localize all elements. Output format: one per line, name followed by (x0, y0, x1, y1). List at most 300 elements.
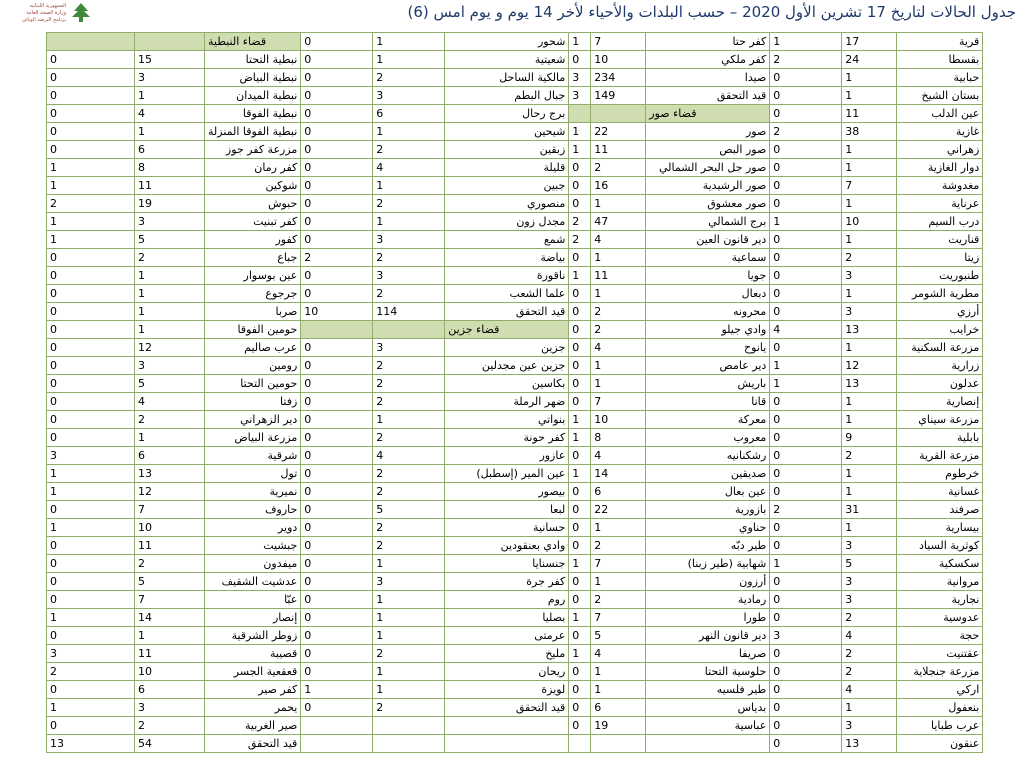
locality-name-cell: كفر ملكي (646, 51, 770, 69)
locality-name-cell: بيصور (445, 483, 569, 501)
new-cases-cell: 0 (770, 231, 842, 249)
new-cases-cell: 0 (301, 123, 373, 141)
total-cases-cell: 3 (373, 87, 445, 105)
total-cases-cell: 14 (135, 609, 205, 627)
locality-name-cell: عازور (445, 447, 569, 465)
new-cases-cell: 2 (569, 213, 591, 231)
locality-name-cell: عدشيت الشقيف (205, 573, 301, 591)
table-row (47, 573, 983, 591)
new-cases-cell: 0 (47, 681, 135, 699)
locality-name-cell: قيد التحقق (445, 699, 569, 717)
locality-name-cell: دير الزهراني (205, 411, 301, 429)
table-row (47, 411, 983, 429)
locality-name-cell: عقتنيت (897, 645, 983, 663)
locality-name-cell: حومين التحتا (205, 375, 301, 393)
new-cases-cell: 1 (770, 375, 842, 393)
locality-name-cell: يحمر (205, 699, 301, 717)
new-cases-cell: 0 (770, 483, 842, 501)
new-cases-cell: 1 (569, 267, 591, 285)
locality-name-cell: كفر حتا (646, 33, 770, 51)
new-cases-cell: 0 (770, 87, 842, 105)
total-cases-cell: 4 (135, 393, 205, 411)
new-cases-cell: 3 (770, 627, 842, 645)
new-cases-cell: 2 (569, 231, 591, 249)
total-cases-cell: 38 (842, 123, 897, 141)
total-cases-cell: 2 (591, 303, 646, 321)
new-cases-cell: 0 (47, 411, 135, 429)
locality-name-cell: زبقين (445, 141, 569, 159)
locality-name-cell: لويزة (445, 681, 569, 699)
table-row (47, 105, 983, 123)
locality-name-cell: سكسكية (897, 555, 983, 573)
locality-name-cell: قانا (646, 393, 770, 411)
total-cases-cell: 1 (373, 213, 445, 231)
total-cases-cell: 7 (135, 591, 205, 609)
total-cases-cell: 1 (842, 483, 897, 501)
new-cases-cell: 0 (47, 429, 135, 447)
total-cases-cell: 1 (373, 33, 445, 51)
new-cases-cell: 0 (770, 573, 842, 591)
new-cases-cell: 0 (47, 51, 135, 69)
new-cases-cell: 0 (47, 717, 135, 735)
locality-name-cell: نبطية البياض (205, 69, 301, 87)
new-cases-cell: 1 (569, 609, 591, 627)
total-cases-cell: 1 (135, 303, 205, 321)
new-cases-cell: 2 (770, 51, 842, 69)
new-cases-cell: 0 (47, 393, 135, 411)
table-row (47, 555, 983, 573)
total-cases-cell: 1 (373, 123, 445, 141)
locality-name-cell: ريحان (445, 663, 569, 681)
locality-name-cell: صور جل البحر الشمالي (646, 159, 770, 177)
total-cases-cell: 11 (135, 645, 205, 663)
total-cases-cell: 1 (373, 177, 445, 195)
new-cases-cell: 1 (569, 645, 591, 663)
locality-name-cell: بستان الشيخ (897, 87, 983, 105)
new-cases-cell: 0 (301, 231, 373, 249)
table-row (47, 267, 983, 285)
total-cases-cell: 1 (135, 267, 205, 285)
total-cases-cell: 2 (373, 357, 445, 375)
locality-name-cell: مروانية (897, 573, 983, 591)
total-cases-cell: 1 (842, 393, 897, 411)
new-cases-cell: 1 (47, 699, 135, 717)
locality-name-cell: بيسارية (897, 519, 983, 537)
ministry-logo (6, 2, 92, 32)
locality-name-cell: سماعية (646, 249, 770, 267)
new-cases-cell: 1 (47, 483, 135, 501)
cedar-tree-icon (70, 2, 92, 24)
new-cases-cell: 0 (569, 483, 591, 501)
table-row (47, 195, 983, 213)
total-cases-cell: 2 (373, 393, 445, 411)
total-cases-cell: 6 (591, 483, 646, 501)
total-cases-cell: 12 (135, 339, 205, 357)
new-cases-cell: 0 (301, 663, 373, 681)
total-cases-cell: 1 (373, 591, 445, 609)
new-cases-cell: 1 (47, 465, 135, 483)
total-cases-cell: 12 (842, 357, 897, 375)
new-cases-cell: 0 (770, 303, 842, 321)
total-cases-cell: 2 (591, 537, 646, 555)
new-cases-cell: 0 (301, 447, 373, 465)
locality-name-cell: جبشيت (205, 537, 301, 555)
total-cases-cell: 4 (842, 681, 897, 699)
total-cases-cell: 47 (591, 213, 646, 231)
total-cases-cell: 1 (373, 609, 445, 627)
total-cases-cell: 7 (591, 609, 646, 627)
total-cases-cell: 4 (373, 447, 445, 465)
total-cases-cell: 19 (135, 195, 205, 213)
total-cases-cell: 14 (591, 465, 646, 483)
locality-name-cell: دوير (205, 519, 301, 537)
locality-name-cell: شيحين (445, 123, 569, 141)
locality-name-cell: تول (205, 465, 301, 483)
locality-name-cell: دير عامص (646, 357, 770, 375)
new-cases-cell: 0 (569, 159, 591, 177)
new-cases-cell: 1 (47, 213, 135, 231)
new-cases-cell: 0 (569, 375, 591, 393)
new-cases-cell: 0 (569, 699, 591, 717)
total-cases-cell: 1 (842, 699, 897, 717)
locality-name-cell: قيد التحقق (445, 303, 569, 321)
locality-name-cell: محرونه (646, 303, 770, 321)
locality-name-cell: قيد التحقق (646, 87, 770, 105)
district-header-cell: قضاء النبطية (205, 33, 301, 51)
new-cases-cell: 0 (770, 285, 842, 303)
locality-name-cell: طنبوريت (897, 267, 983, 285)
total-cases-cell: 2 (591, 159, 646, 177)
locality-name-cell: بقسطا (897, 51, 983, 69)
locality-name-cell: عبّا (205, 591, 301, 609)
total-cases-cell: 1 (373, 681, 445, 699)
locality-name-cell: غسانية (897, 483, 983, 501)
new-cases-cell: 0 (569, 393, 591, 411)
locality-name-cell: صربا (205, 303, 301, 321)
table-row (47, 51, 983, 69)
new-cases-cell: 0 (301, 195, 373, 213)
new-cases-cell: 0 (301, 69, 373, 87)
new-cases-cell: 0 (301, 393, 373, 411)
total-cases-cell: 6 (135, 141, 205, 159)
locality-name-cell: جرجوع (205, 285, 301, 303)
total-cases-cell: 54 (135, 735, 205, 753)
table-row (47, 501, 983, 519)
locality-name-cell: مزرعة البياض (205, 429, 301, 447)
table-row (47, 483, 983, 501)
new-cases-cell: 0 (770, 429, 842, 447)
total-cases-cell: 2 (373, 249, 445, 267)
total-cases-cell: 1 (135, 87, 205, 105)
table-row (47, 321, 983, 339)
new-cases-cell: 0 (47, 339, 135, 357)
locality-name-cell: برج رحال (445, 105, 569, 123)
locality-name-cell: صور معشوق (646, 195, 770, 213)
new-cases-cell: 0 (301, 411, 373, 429)
locality-name-cell: حجة (897, 627, 983, 645)
total-cases-cell: 4 (591, 231, 646, 249)
locality-name-cell: جنسنايا (445, 555, 569, 573)
new-cases-cell: 0 (301, 357, 373, 375)
new-cases-cell: 0 (569, 627, 591, 645)
locality-name-cell: قيد التحقق (205, 735, 301, 753)
new-cases-cell: 1 (770, 33, 842, 51)
new-cases-cell: 3 (569, 69, 591, 87)
total-cases-cell: 2 (373, 537, 445, 555)
new-cases-cell: 0 (301, 627, 373, 645)
locality-name-cell: باريش (646, 375, 770, 393)
new-cases-cell: 0 (569, 285, 591, 303)
district-header-cell: قضاء صور (646, 105, 770, 123)
table-row (47, 735, 983, 753)
new-cases-cell: 0 (569, 321, 591, 339)
new-cases-cell: 0 (770, 159, 842, 177)
total-cases-cell: 1 (591, 663, 646, 681)
new-cases-cell: 0 (47, 303, 135, 321)
new-cases-cell: 0 (301, 51, 373, 69)
total-cases-cell: 2 (842, 249, 897, 267)
new-cases-cell: 0 (47, 69, 135, 87)
total-cases-cell: 4 (591, 339, 646, 357)
new-cases-cell: 0 (47, 627, 135, 645)
locality-name-cell: شرقية (205, 447, 301, 465)
locality-name-cell: عين بعال (646, 483, 770, 501)
table-row (47, 303, 983, 321)
total-cases-cell: 13 (842, 375, 897, 393)
total-cases-cell: 5 (135, 375, 205, 393)
locality-name-cell: نميرية (205, 483, 301, 501)
locality-name-cell: بنعفول (897, 699, 983, 717)
new-cases-cell: 0 (770, 141, 842, 159)
total-cases-cell: 6 (591, 699, 646, 717)
logo-line-1: الجمهورية اللبنانية (29, 3, 66, 9)
total-cases-cell: 7 (591, 555, 646, 573)
new-cases-cell: 0 (301, 375, 373, 393)
locality-name-cell: ناقورة (445, 267, 569, 285)
table-row (47, 447, 983, 465)
table-row (47, 699, 983, 717)
locality-name-cell: صريفا (646, 645, 770, 663)
locality-name-cell: قناريت (897, 231, 983, 249)
locality-name-cell: برج الشمالي (646, 213, 770, 231)
total-cases-cell: 1 (373, 51, 445, 69)
total-cases-cell: 3 (842, 303, 897, 321)
locality-name-cell: عرب طبايا (897, 717, 983, 735)
new-cases-cell: 0 (770, 339, 842, 357)
new-cases-cell: 2 (47, 663, 135, 681)
locality-name-cell: جويا (646, 267, 770, 285)
total-cases-cell: 1 (135, 627, 205, 645)
table-row (47, 519, 983, 537)
table-row (47, 681, 983, 699)
locality-name-cell: حبابية (897, 69, 983, 87)
new-cases-cell: 0 (47, 555, 135, 573)
new-cases-cell: 0 (569, 447, 591, 465)
new-cases-cell: 0 (770, 249, 842, 267)
new-cases-cell: 0 (47, 537, 135, 555)
locality-name-cell: إنصارية (897, 393, 983, 411)
new-cases-cell: 0 (301, 645, 373, 663)
locality-name-cell: طورا (646, 609, 770, 627)
new-cases-cell: 0 (569, 357, 591, 375)
total-cases-cell: 10 (591, 51, 646, 69)
total-cases-cell: 2 (373, 429, 445, 447)
locality-name-cell: كفر صير (205, 681, 301, 699)
empty-cell (373, 717, 445, 735)
new-cases-cell: 1 (569, 465, 591, 483)
locality-name-cell: خرايب (897, 321, 983, 339)
table-row (47, 465, 983, 483)
locality-name-cell: بابلية (897, 429, 983, 447)
new-cases-cell: 0 (770, 267, 842, 285)
locality-name-cell: حومين الفوقا (205, 321, 301, 339)
total-cases-cell: 1 (135, 123, 205, 141)
new-cases-cell: 0 (301, 609, 373, 627)
table-row (47, 33, 983, 51)
locality-name-cell: قعقعية الجسر (205, 663, 301, 681)
total-cases-cell: 1 (135, 285, 205, 303)
locality-name-cell: شمع (445, 231, 569, 249)
locality-name-cell: ميفدون (205, 555, 301, 573)
locality-name-cell: قرية (897, 33, 983, 51)
total-cases-cell (373, 321, 445, 339)
table-row (47, 87, 983, 105)
total-cases-cell: 3 (842, 573, 897, 591)
total-cases-cell (591, 105, 646, 123)
new-cases-cell (569, 105, 591, 123)
locality-name-cell: عين المير (إسطبل) (445, 465, 569, 483)
locality-name-cell: عين بوسوار (205, 267, 301, 285)
total-cases-cell: 1 (591, 357, 646, 375)
new-cases-cell: 0 (47, 357, 135, 375)
total-cases-cell: 1 (842, 87, 897, 105)
locality-name-cell: كفر تبنيت (205, 213, 301, 231)
total-cases-cell: 1 (135, 429, 205, 447)
locality-name-cell: عرناية (897, 195, 983, 213)
new-cases-cell: 0 (301, 33, 373, 51)
total-cases-cell: 8 (135, 159, 205, 177)
total-cases-cell: 7 (842, 177, 897, 195)
table-row (47, 591, 983, 609)
new-cases-cell: 0 (301, 285, 373, 303)
locality-name-cell: نبطية التحتا (205, 51, 301, 69)
new-cases-cell: 2 (47, 195, 135, 213)
locality-name-cell: حلوسية التحتا (646, 663, 770, 681)
locality-name-cell: يانوح (646, 339, 770, 357)
total-cases-cell: 8 (591, 429, 646, 447)
locality-name-cell: جزين عين مجدلين (445, 357, 569, 375)
table-row (47, 213, 983, 231)
empty-cell (301, 735, 373, 753)
locality-name-cell: مالكية الساحل (445, 69, 569, 87)
locality-name-cell: معروب (646, 429, 770, 447)
locality-name-cell: صرفند (897, 501, 983, 519)
locality-name-cell: نبطية الفوقا المنزلة (205, 123, 301, 141)
locality-name-cell: دبعال (646, 285, 770, 303)
table-row (47, 357, 983, 375)
new-cases-cell: 0 (770, 177, 842, 195)
locality-name-cell: صور البص (646, 141, 770, 159)
new-cases-cell: 0 (569, 573, 591, 591)
locality-name-cell: جبال البطم (445, 87, 569, 105)
total-cases-cell: 2 (842, 609, 897, 627)
locality-name-cell: معركة (646, 411, 770, 429)
total-cases-cell: 1 (373, 555, 445, 573)
total-cases-cell: 12 (135, 483, 205, 501)
new-cases-cell: 0 (301, 483, 373, 501)
new-cases-cell: 0 (770, 447, 842, 465)
total-cases-cell: 3 (842, 717, 897, 735)
new-cases-cell: 1 (569, 429, 591, 447)
locality-name-cell: قليلة (445, 159, 569, 177)
new-cases-cell: 0 (47, 321, 135, 339)
total-cases-cell: 22 (591, 501, 646, 519)
total-cases-cell: 1 (842, 141, 897, 159)
total-cases-cell: 2 (135, 555, 205, 573)
new-cases-cell: 1 (47, 177, 135, 195)
table-row (47, 663, 983, 681)
locality-name-cell: بصليا (445, 609, 569, 627)
total-cases-cell: 1 (842, 411, 897, 429)
total-cases-cell: 3 (373, 231, 445, 249)
locality-name-cell: غازية (897, 123, 983, 141)
locality-name-cell: حبوش (205, 195, 301, 213)
total-cases-cell: 6 (135, 681, 205, 699)
total-cases-cell: 2 (373, 465, 445, 483)
total-cases-cell: 2 (373, 519, 445, 537)
new-cases-cell: 0 (47, 591, 135, 609)
new-cases-cell: 0 (47, 375, 135, 393)
new-cases-cell: 0 (569, 537, 591, 555)
new-cases-cell: 0 (569, 519, 591, 537)
total-cases-cell: 3 (373, 267, 445, 285)
locality-name-cell: دير قانون العين (646, 231, 770, 249)
total-cases-cell: 11 (842, 105, 897, 123)
total-cases-cell: 2 (373, 483, 445, 501)
locality-name-cell: قصيبة (205, 645, 301, 663)
total-cases-cell: 11 (135, 537, 205, 555)
locality-name-cell: مزرعة القرية (897, 447, 983, 465)
locality-name-cell: أرزي (897, 303, 983, 321)
locality-name-cell: عنقون (897, 735, 983, 753)
total-cases-cell: 17 (842, 33, 897, 51)
locality-name-cell: حاروف (205, 501, 301, 519)
total-cases-cell: 3 (842, 537, 897, 555)
locality-name-cell: زهراني (897, 141, 983, 159)
table-row (47, 645, 983, 663)
total-cases-cell: 11 (591, 267, 646, 285)
new-cases-cell: 1 (569, 141, 591, 159)
total-cases-cell: 16 (591, 177, 646, 195)
total-cases-cell: 5 (591, 627, 646, 645)
table-row (47, 717, 983, 735)
locality-name-cell: شعيتية (445, 51, 569, 69)
locality-name-cell: روم (445, 591, 569, 609)
new-cases-cell: 13 (47, 735, 135, 753)
new-cases-cell: 0 (47, 285, 135, 303)
locality-name-cell: عدلون (897, 375, 983, 393)
table-row (47, 177, 983, 195)
total-cases-cell: 5 (373, 501, 445, 519)
new-cases-cell: 10 (301, 303, 373, 321)
new-cases-cell: 0 (569, 339, 591, 357)
new-cases-cell: 0 (770, 663, 842, 681)
total-cases-cell: 2 (591, 591, 646, 609)
locality-name-cell: جباع (205, 249, 301, 267)
locality-name-cell: وادي جيلو (646, 321, 770, 339)
locality-name-cell: لبعا (445, 501, 569, 519)
new-cases-cell: 0 (301, 87, 373, 105)
